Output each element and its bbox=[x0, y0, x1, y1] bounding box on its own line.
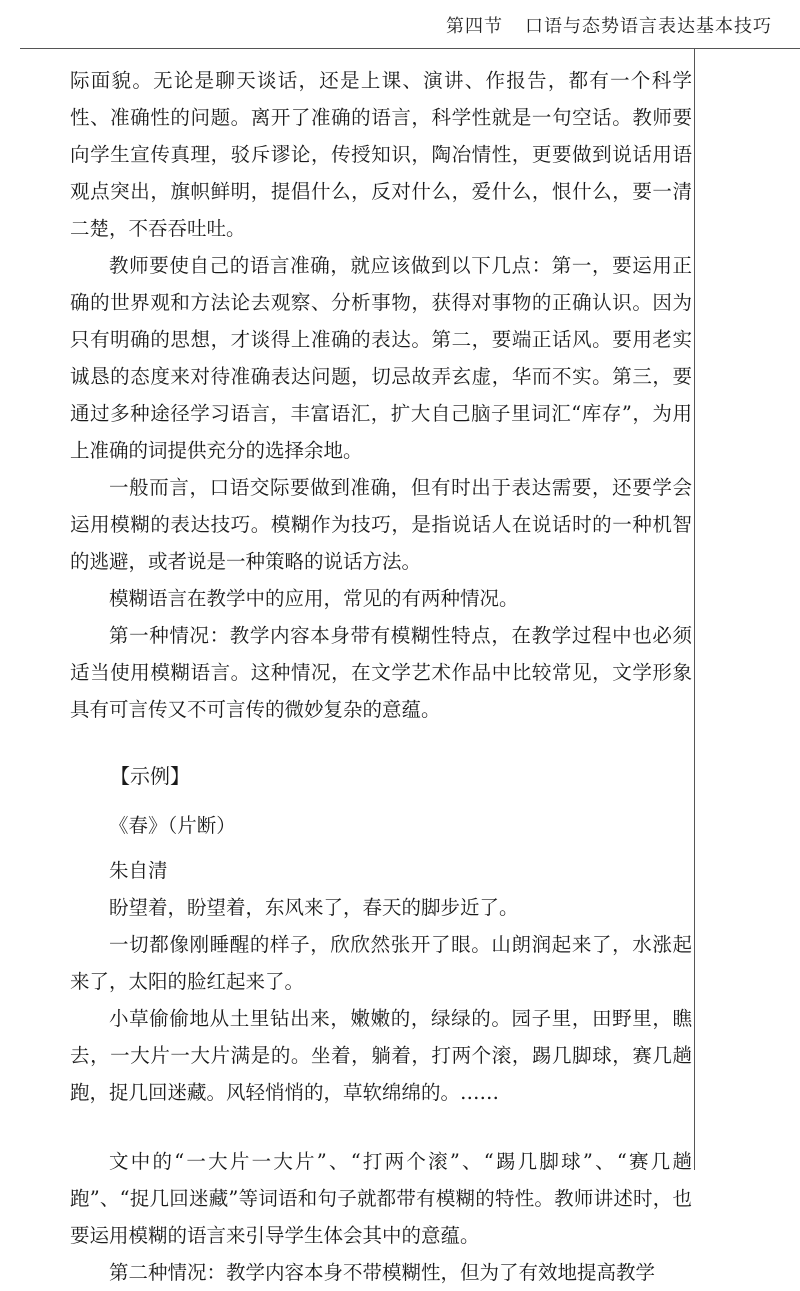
body-text bbox=[70, 62, 692, 1291]
paragraph: 第一种情况：教学内容本身带有模糊性特点，在教学过程中也必须适当使用模糊语言。这种情况，在文学艺术作品中比较常见，文学形象具有可言传又不可言传的微妙复杂的意蕴。 bbox=[70, 624, 692, 721]
poem-author: 朱自清 bbox=[109, 859, 168, 882]
header-title: 口语与态势语言表达基本技巧 bbox=[525, 16, 772, 37]
paragraph: 一般而言，口语交际要做到准确，但有时出于表达需要，还要学会运用模糊的表达技巧。模糊作为技巧，是指说话人在说话时的一种机智的逃避，或者说是一种策略的说话方法。 bbox=[70, 476, 692, 573]
paragraph: 际面貌。无论是聊天谈话，还是上课、演讲、作报告，都有一个科学性、准确性的问题。离开了准确的语言，科学性就是一句空话。教师要向学生宣传真理，驳斥谬论，传授知识，陶冶情性，更要做到说话用语观点突出，旗帜鲜明，提倡什么，反对什么，爱什么，恨什么，要一清二楚，不吞吞吐吐。 bbox=[70, 69, 692, 240]
paragraph: 教师要使自己的语言准确，就应该做到以下几点：第一，要运用正确的世界观和方法论去观察、分析事物，获得对事物的正确认识。因为只有明确的思想，才谈得上准确的表达。第二，要端正话风。要用老实诚恳的态度来对待准确表达问题，切忌故弄玄虚，华而不实。第三，要通过多种途径学习语言，丰富语汇，扩大自己脑子里词汇“库存”，为用上准确的词提供充分的选择余地。 bbox=[70, 254, 692, 462]
poem-title: 《春》（片断） bbox=[109, 814, 236, 837]
poem-line: 盼望着，盼望着，东风来了，春天的脚步近了。 bbox=[109, 896, 519, 919]
paragraph: 模糊语言在教学中的应用，常见的有两种情况。 bbox=[109, 587, 519, 610]
margin-rule bbox=[694, 48, 695, 1170]
poem-line: 小草偷偷地从土里钻出来，嫩嫩的，绿绿的。园子里，田野里，瞧去，一大片一大片满是的。坐着，躺着，打两个滚，踢几脚球，赛几趟跑，捉几回迷藏。风轻悄悄的，草软绵绵的。…… bbox=[70, 1007, 692, 1104]
poem-line: 一切都像刚睡醒的样子，欣欣然张开了眼。山朗润起来了，水涨起来了，太阳的脸红起来了。 bbox=[70, 933, 692, 993]
header-section: 第四节 bbox=[446, 16, 503, 37]
running-header bbox=[446, 12, 772, 38]
paragraph: 文中的“一大片一大片”、“打两个滚”、“踢几脚球”、“赛几趟跑”、“捉几回迷藏”等词语和句子就都带有模糊的特性。教师讲述时，也要运用模糊的语言来引导学生体会其中的意蕴。 bbox=[70, 1150, 692, 1247]
example-label: 【示例】 bbox=[110, 764, 190, 788]
header-rule bbox=[20, 48, 800, 49]
paragraph: 第二种情况：教学内容本身不带模糊性，但为了有效地提高教学 bbox=[109, 1261, 656, 1284]
